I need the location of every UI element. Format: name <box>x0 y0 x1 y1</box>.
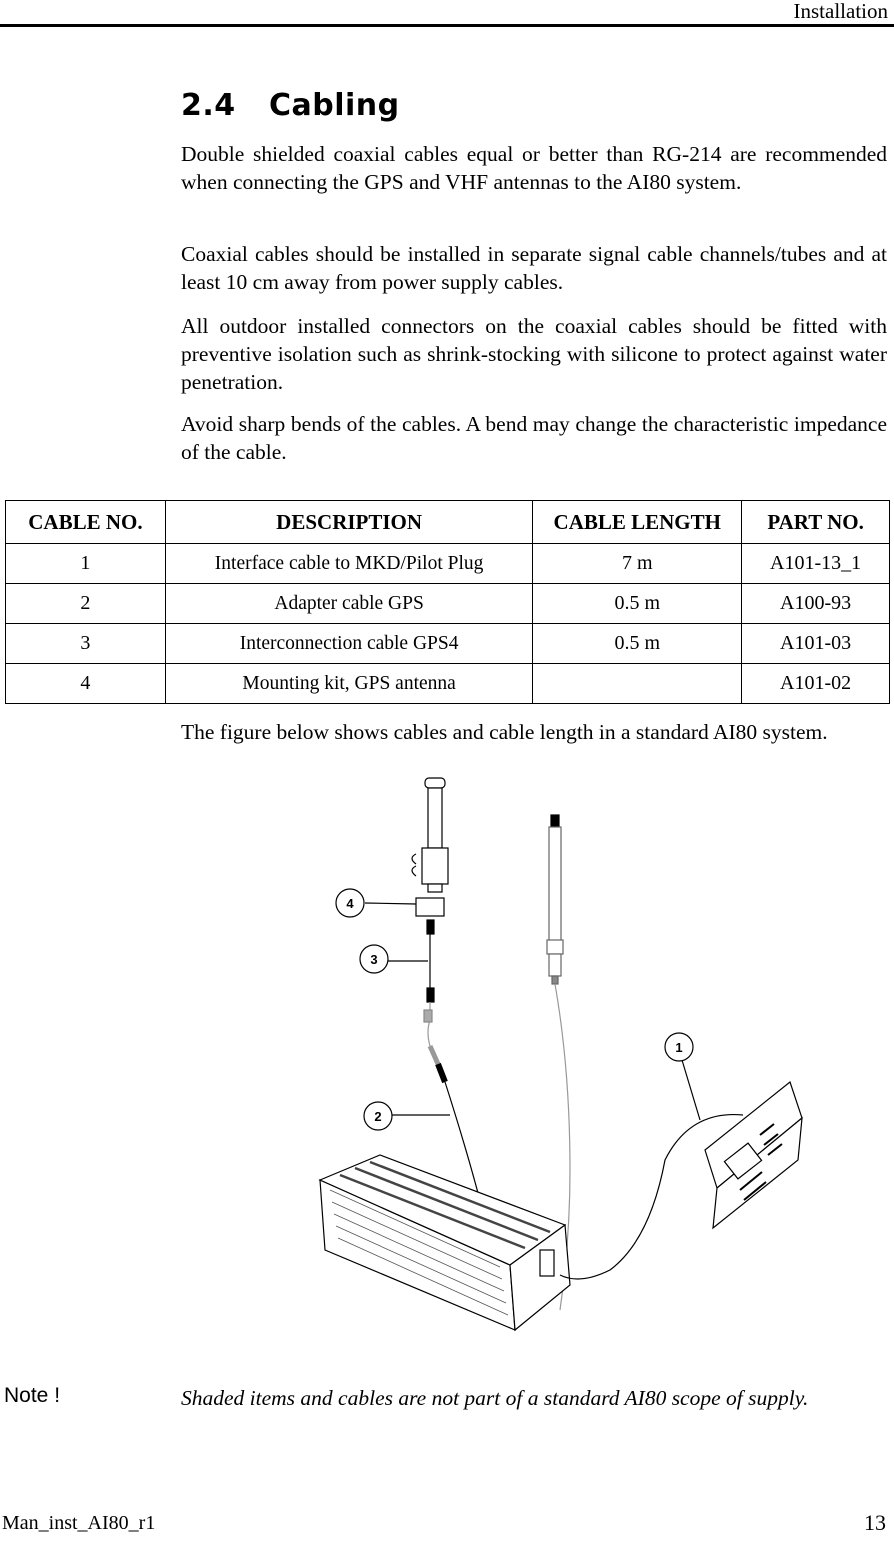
cell-part-no: A100-93 <box>742 584 890 624</box>
cell-cable-no: 4 <box>6 664 166 704</box>
svg-text:2: 2 <box>374 1109 382 1124</box>
paragraph-sharp-bends: Avoid sharp bends of the cables. A bend may change the characteristic impedance of the cable. <box>181 412 887 464</box>
cell-description: Mounting kit, GPS antenna <box>165 664 533 704</box>
page-number: 13 <box>864 1510 886 1535</box>
paragraph-outdoor-connectors: All outdoor installed connectors on the coaxial cables should be fitted with preventive isolation such as shrink-stocking with silicone to protect against water penetration. <box>181 314 887 394</box>
mkd-display-unit <box>705 1082 802 1228</box>
cell-part-no: A101-02 <box>742 664 890 704</box>
header-rule <box>0 24 894 27</box>
cell-cable-no: 2 <box>6 584 166 624</box>
section-heading <box>181 86 400 126</box>
paragraph-cable-separation: Coaxial cables should be installed in separate signal cable channels/tubes and at least 10 cm away from power supply cables. <box>181 242 887 294</box>
paragraph-coaxial-spec: Double shielded coaxial cables equal or better than RG-214 are recommended when connecting the GPS and VHF antennas to the AI80 system. <box>181 142 887 194</box>
gps-antenna <box>412 778 448 892</box>
cell-length: 7 m <box>533 544 742 584</box>
header-part-no: PART NO. <box>742 501 890 544</box>
ai80-transponder-unit <box>320 1155 570 1330</box>
svg-text:3: 3 <box>370 952 378 967</box>
cell-cable-no: 3 <box>6 624 166 664</box>
cell-description: Adapter cable GPS <box>165 584 533 624</box>
interconnection-cable <box>427 920 434 1002</box>
cell-description: Interconnection cable GPS4 <box>165 624 533 664</box>
cell-length: 0.5 m <box>533 584 742 624</box>
note-text: Shaded items and cables are not part of a standard AI80 scope of supply. <box>181 1386 809 1410</box>
mounting-kit-box <box>416 898 444 916</box>
section-title: Cabling <box>269 88 400 123</box>
running-header: Installation <box>793 0 888 23</box>
cell-cable-no: 1 <box>6 544 166 584</box>
cabling-figure <box>270 770 870 1370</box>
figure-intro: The figure below shows cables and cable length in a standard AI80 system. <box>181 720 828 744</box>
cell-length: 0.5 m <box>533 624 742 664</box>
svg-text:1: 1 <box>675 1040 683 1055</box>
cable-table <box>5 500 890 704</box>
footer-document-id: Man_inst_AI80_r1 <box>2 1512 156 1534</box>
header-cable-length: CABLE LENGTH <box>533 501 742 544</box>
callout-2 <box>364 1102 392 1130</box>
callout-1 <box>665 1033 693 1061</box>
cell-description: Interface cable to MKD/Pilot Plug <box>165 544 533 584</box>
table-header-row <box>6 501 890 544</box>
section-number: 2.4 <box>181 88 236 123</box>
note-label: Note ! <box>4 1384 61 1407</box>
svg-text:4: 4 <box>346 896 354 911</box>
table-row <box>6 584 890 624</box>
callout-3 <box>360 945 388 973</box>
table-row <box>6 664 890 704</box>
table-row <box>6 624 890 664</box>
header-description: DESCRIPTION <box>165 501 533 544</box>
cell-part-no: A101-13_1 <box>742 544 890 584</box>
table-row <box>6 544 890 584</box>
cell-part-no: A101-03 <box>742 624 890 664</box>
callout-4 <box>336 889 364 917</box>
header-cable-no: CABLE NO. <box>6 501 166 544</box>
cell-length <box>533 664 742 704</box>
